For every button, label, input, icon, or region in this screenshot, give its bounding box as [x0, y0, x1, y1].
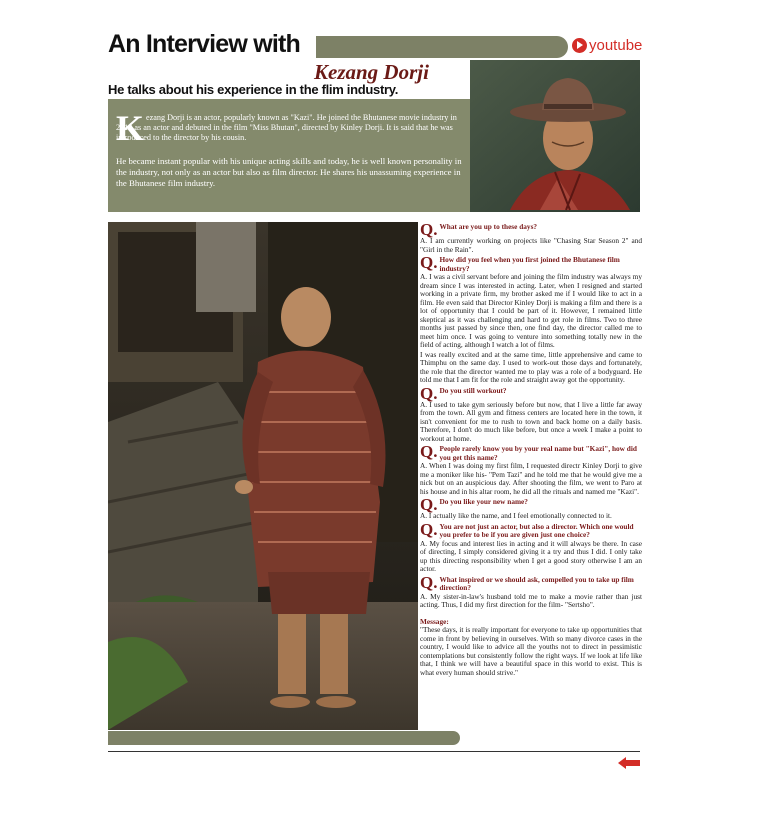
interviewee-name: Kezang Dorji [314, 60, 429, 84]
footer-rule [108, 751, 640, 752]
answer-3: A. I used to take gym seriously before but now, that I live a little far away from the town. All gym and fitness centers are located here in the town, it isn't convenient for me to rush to town and back home on a daily basis. Therefore, I don't do much like before, but once a week I make a point to workout at home. [420, 399, 642, 443]
message-label: Message: [420, 616, 449, 626]
youtube-play-icon [572, 38, 587, 53]
answer-2a: A. I was a civil servant before and joining the film industry was always my dream since I was interested in acting. Later, when I resigned and started working in a private firm, my brother asked me if I would like to act in a film. He even said that Director Kinley Dorji is making a film and there is a lot of opportunity that I could be part of it. However, I remained little skeptical as it was challenging and hard to get role in films. Two to three months just passed by since then, one find day, the director called me to meet him once. I was going to venture into something totally new in the field of acting, although I watch a lot of films. [420, 272, 642, 349]
page-title: An Interview with [108, 30, 300, 58]
question-2: Q. How did you feel when you first joined the Bhutanese film industry? [420, 253, 620, 273]
intro-paragraph-2: He became instant popular with his unique acting skills and today, he is well known personality in the industry, not only as an actor but also as film director. He shares his unassuming experience in the Bhutanese film industry. [116, 156, 462, 188]
standing-portrait-photo [108, 222, 418, 730]
interview-column [420, 222, 642, 678]
answer-1: A. I am currently working on projects like "Chasing Star Season 2" and "Girl in the Rain". [420, 236, 642, 254]
question-mark-icon: Q. [420, 383, 438, 403]
question-mark-icon: Q. [420, 253, 438, 272]
footer-decoration-bar [108, 731, 460, 745]
question-mark-icon: Q. [420, 442, 438, 461]
question-5: Q. Do you like your new name? [420, 495, 528, 514]
answer-2b: I was really excited and at the same time, little apprehensive and came to Thimphu on the same day. I used to work-out those days and fortunately, the role that the director wanted me to play was a role of a bodyguard. He told me that I am fit for the role and straight away got the opportunity. [420, 349, 642, 384]
title-decoration-bar [316, 36, 568, 58]
question-mark-icon: Q. [420, 572, 438, 592]
youtube-label: youtube [589, 36, 643, 54]
answer-5: A. I actually like the name, and I feel emotionally connected to it. [420, 511, 612, 520]
intro-paragraph-1: ezang Dorji is an actor, popularly known as "Kazi". He joined the Bhutanese movie industry in 2010 as an actor and debuted in the film "Miss Bhutan", directed by Kinley Dorji. It is said that he was introduced to the director by his cousin. [116, 113, 457, 142]
question-mark-icon: Q. [420, 220, 438, 239]
message-text: "These days, it is really important for everyone to take up opportunities that come in front by believing in ourselves. With so many divorce cases in the country, I would like to advice all the youths not to direct in pessimistic contemplations but consistently follow the right ways. If we look at life like that, I think we will have a beautiful space in this world to exist. This is what every human should strive." [420, 625, 642, 677]
intro-box [108, 99, 470, 212]
portrait-photo [470, 60, 640, 212]
page-arrow-icon[interactable] [618, 756, 640, 768]
question-3: Q. Do you still workout? [420, 383, 507, 403]
question-4: Q. People rarely know you by your real name but "Kazi", how did you get this name? [420, 442, 637, 462]
answer-6: A. My focus and interest lies in acting and it will always be there. In case of directing, I simply considered giving it a try and thus I did. I only take up this directing responsibility when I get a good story otherwise I am an actor. [420, 538, 642, 573]
article-subtitle: He talks about his experience in the flim industry. [108, 82, 399, 97]
youtube-link[interactable] [572, 35, 642, 55]
drop-cap: K [116, 108, 145, 148]
question-mark-icon: Q. [420, 495, 438, 514]
answer-7: A. My sister-in-law's husband told me to make a movie rather than just acting. Thus, I did my first direction for the film- "Sertsho". [420, 591, 642, 609]
question-mark-icon: Q. [420, 519, 438, 539]
question-6: Q. You are not just an actor, but also a director. Which one would you prefer to be if you are given just one choice? [420, 519, 634, 539]
question-1: Q. What are you up to these days? [420, 220, 538, 239]
answer-4: A. When I was doing my first film, I requested directr Kinley Dorji to give me a moniker like his- "Pem Tazi" and he told me that he would give me a nick but on an auspicious day. After shooting the film, we went to Paro at his house and in his altar room, he did all the rituals and named me "Kazi". [420, 461, 642, 496]
question-7: Q. What inspired or we should ask, compelled you to take up film direction? [420, 572, 634, 592]
